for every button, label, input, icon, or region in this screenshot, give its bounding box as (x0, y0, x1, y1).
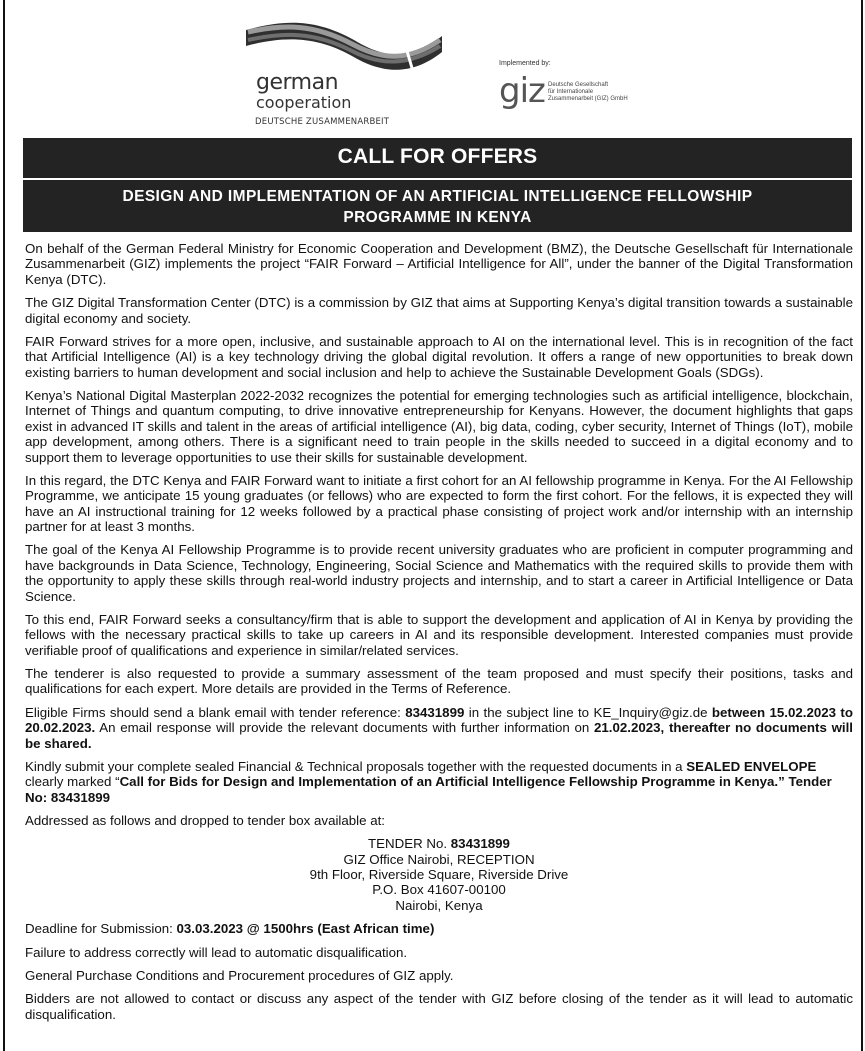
tender-reference: 83431899 (405, 704, 465, 720)
giz-desc-line2: für Internationale (548, 89, 594, 95)
title-divider (23, 178, 852, 180)
no-documents-note: , thereafter no documents will be shared. (25, 720, 853, 751)
giz-description (548, 82, 644, 103)
paragraph-cohort: In this regard, the DTC Kenya and FAIR Forward want to initiate a first cohort for an AI fellowship programme in Kenya. For the AI Fellowship Programme, we anticipate 15 young graduates (or fellows) who are expected to form the first cohort. For the fellows, it is expected they will have an AI instructional training for 12 weeks followed by a practical phase consisting of project work and/or internship with an internship partner for at least 3 months. (25, 472, 853, 535)
paragraph-submission (25, 759, 853, 805)
giz-wordmark: giz (499, 71, 545, 111)
paragraph-bidders: Bidders are not allowed to contact or discuss any aspect of the tender with GIZ before closing of the tender as it will lead to automatic disqualification. (25, 991, 853, 1022)
p9-text1: Eligible Firms should send a blank email with tender reference: (25, 704, 406, 720)
paragraph-consultancy: To this end, FAIR Forward seeks a consultancy/firm that is able to support the development and application of AI in Kenya by providing the fellows with the necessary practical skills to take up careers in AI and its responsible development. Interested companies must provide verifiable proof of qualifications and experience in similar/related services. (25, 611, 853, 658)
tender-address (25, 836, 853, 913)
giz-desc-line1: Deutsche Gesellschaft (548, 82, 609, 88)
page-border-right (861, 0, 863, 1051)
deadline-label: Deadline for Submission: (25, 921, 177, 937)
page-border-left (3, 0, 5, 1051)
paragraph-eligible-firms (25, 705, 853, 751)
inquiry-dates: between 15.02.2023 to 20.02.2023. (25, 704, 853, 736)
p9-email-text: in the subject line to KE_Inquiry@giz.de (464, 704, 712, 720)
german-cooperation-line2: cooperation (256, 93, 352, 112)
sealed-envelope-label: SEALED ENVELOPE (686, 758, 817, 774)
german-cooperation-line1: german (256, 70, 339, 95)
address-line3: 9th Floor, Riverside Square, Riverside Drive (309, 867, 569, 883)
subtitle-line2: PROGRAMME IN KENYA (343, 209, 532, 226)
subtitle-line1: DESIGN AND IMPLEMENTATION OF AN ARTIFICIAL INTELLIGENCE FELLOWSHIP (122, 188, 753, 205)
paragraph-goal: The goal of the Kenya AI Fellowship Programme is to provide recent university graduates who are proficient in computer programming and have backgrounds in Data Science, Technology, Engineering, Social Science and Mathematics with the required skills to provide them with the opportunity to apply these skills through real-world industry projects and internship, and to start a career in Artificial Intelligence or Data Science. (25, 542, 853, 604)
paragraph-conditions: General Purchase Conditions and Procurement procedures of GIZ apply. (25, 967, 454, 983)
p10-text1: Kindly submit your complete sealed Financial & Technical proposals together with the requested documents in a (25, 758, 687, 774)
deadline-value: 03.03.2023 @ 1500hrs (East African time) (176, 921, 435, 937)
p10-text2: clearly marked “ (25, 774, 120, 790)
address-line4: P.O. Box 41607-00100 (372, 882, 506, 898)
implemented-by-label: Implemented by: (499, 60, 551, 67)
paragraph-dtc: The GIZ Digital Transformation Center (DTC) is a commission by GIZ that aims at Supporting Kenya’s digital transition towards a sustainable digital economy and society. (25, 295, 853, 326)
document-body (25, 241, 853, 1030)
giz-desc-line3: Zusammenarbeit (GIZ) GmbH (548, 96, 628, 102)
envelope-marking: Call for Bids for Design and Implementation of an Artificial Intelligence Fellowship Programme in Kenya.” Tender No: 83431899 (25, 774, 832, 805)
german-cooperation-logo (244, 18, 444, 130)
p9-text3: An email response will provide the relevant documents with further information on (95, 720, 594, 736)
page-subtitle (23, 186, 852, 228)
giz-logo (497, 60, 647, 120)
paragraph-tenderer: The tenderer is also requested to provide a summary assessment of the team proposed and must specify their positions, tasks and qualifications for each expert. More details are provided in the Terms of Reference. (25, 665, 853, 697)
page-title: CALL FOR OFFERS (337, 145, 538, 168)
paragraph-addressed: Addressed as follows and dropped to tender box available at: (25, 812, 385, 828)
address-line2: GIZ Office Nairobi, RECEPTION (343, 851, 535, 867)
paragraph-masterplan: Kenya’s National Digital Masterplan 2022-2032 recognizes the potential for emerging technologies such as artificial intelligence, blockchain, Internet of Things and quantum computing, to drive innovative entrepreneurship for Kenyans. However, the document highlights that gaps exist in advanced IT skills and talent in the areas of artificial intelligence (AI), big data, coding, cyber security, Internet of Things (IoT), mobile app development, among others. There is a significant need to train people in the skills needed to succeed in a digital economy and to support them to leverage opportunities to use their skills for sustainable development. (25, 387, 853, 465)
ribbon-icon (244, 18, 444, 78)
paragraph-failure: Failure to address correctly will lead to automatic disqualification. (25, 944, 408, 960)
tender-no-label: TENDER No. (368, 836, 451, 852)
address-tender-line (25, 836, 853, 851)
paragraph-intro: On behalf of the German Federal Ministry for Economic Cooperation and Development (BMZ), the Deutsche Gesellschaft für Internationale Zusammenarbeit (GIZ) implements the project “FAIR Forward – Artificial Intelligence for All”, under the banner of the Digital Transformation Kenya (DTC). (25, 241, 853, 287)
german-cooperation-line3: DEUTSCHE ZUSAMMENARBEIT (255, 117, 390, 127)
tender-no-value: 83431899 (450, 836, 510, 852)
paragraph-deadline (25, 921, 853, 936)
response-date: 21.02.2023 (593, 720, 661, 736)
title-banner (23, 138, 852, 232)
paragraph-fair-forward: FAIR Forward strives for a more open, inclusive, and sustainable approach to AI on the international level. This is in recognition of the fact that Artificial Intelligence (AI) is a key technology driving the global digital revolution. It offers a range of new opportunities to break down existing barriers to human development and social inclusion and help to achieve the Sustainable Development Goals (SDGs). (25, 333, 853, 380)
address-line5: Nairobi, Kenya (395, 897, 483, 913)
